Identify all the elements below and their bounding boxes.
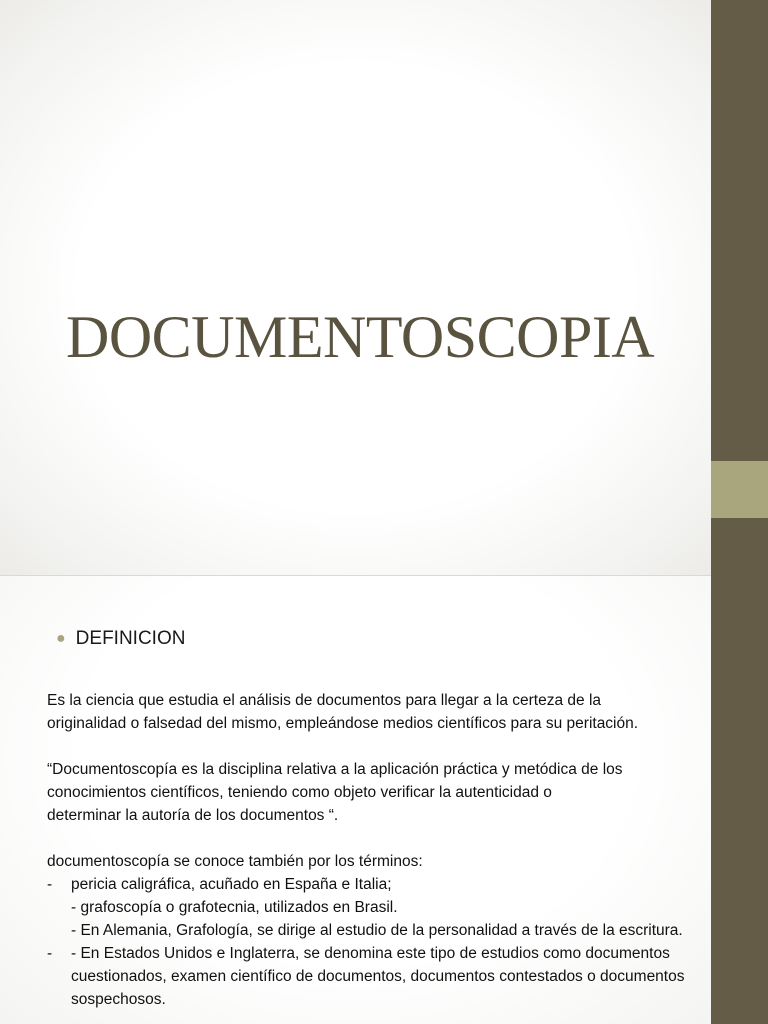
list-item-text: - En Estados Unidos e Inglaterra, se denomina este tipo de estudios como documentos cuestionados, examen científico de documentos, documentos contestados o documentos sospechosos. — [71, 945, 685, 1008]
paragraph-definition: Es la ciencia que estudia el análisis de documentos para llegar a la certeza de la originalidad o falsedad del mismo, empleándose medios científicos para su peritación. — [47, 692, 639, 732]
list-item — [47, 873, 727, 896]
list-dash: - — [47, 945, 53, 962]
terms-intro: documentoscopía se conoce también por los términos: — [47, 853, 423, 870]
bullet-dot-icon: ● — [56, 630, 66, 647]
list-subitem: - grafoscopía o grafotecnia, utilizados en Brasil. — [71, 899, 398, 916]
side-accent-block — [711, 461, 768, 518]
list-item — [47, 942, 727, 1011]
list-dash: - — [47, 876, 53, 893]
list-item-text: pericia caligráfica, acuñado en España e Italia; — [71, 876, 392, 893]
definition-body — [47, 689, 727, 1011]
paragraph-quote: “Documentoscopía es la disciplina relativa a la aplicación práctica y metódica de los conocimientos científicos, teniendo como objeto verificar la autenticidad o determinar la autoría de los documentos “. — [47, 761, 623, 824]
slide-title: DOCUMENTOSCOPIA — [66, 304, 655, 370]
list-subitem: - En Alemania, Grafología, se dirige al estudio de la personalidad a través de la escritura. — [71, 922, 683, 939]
bullet-label: DEFINICION — [75, 628, 186, 649]
bullet-definicion — [56, 628, 185, 650]
